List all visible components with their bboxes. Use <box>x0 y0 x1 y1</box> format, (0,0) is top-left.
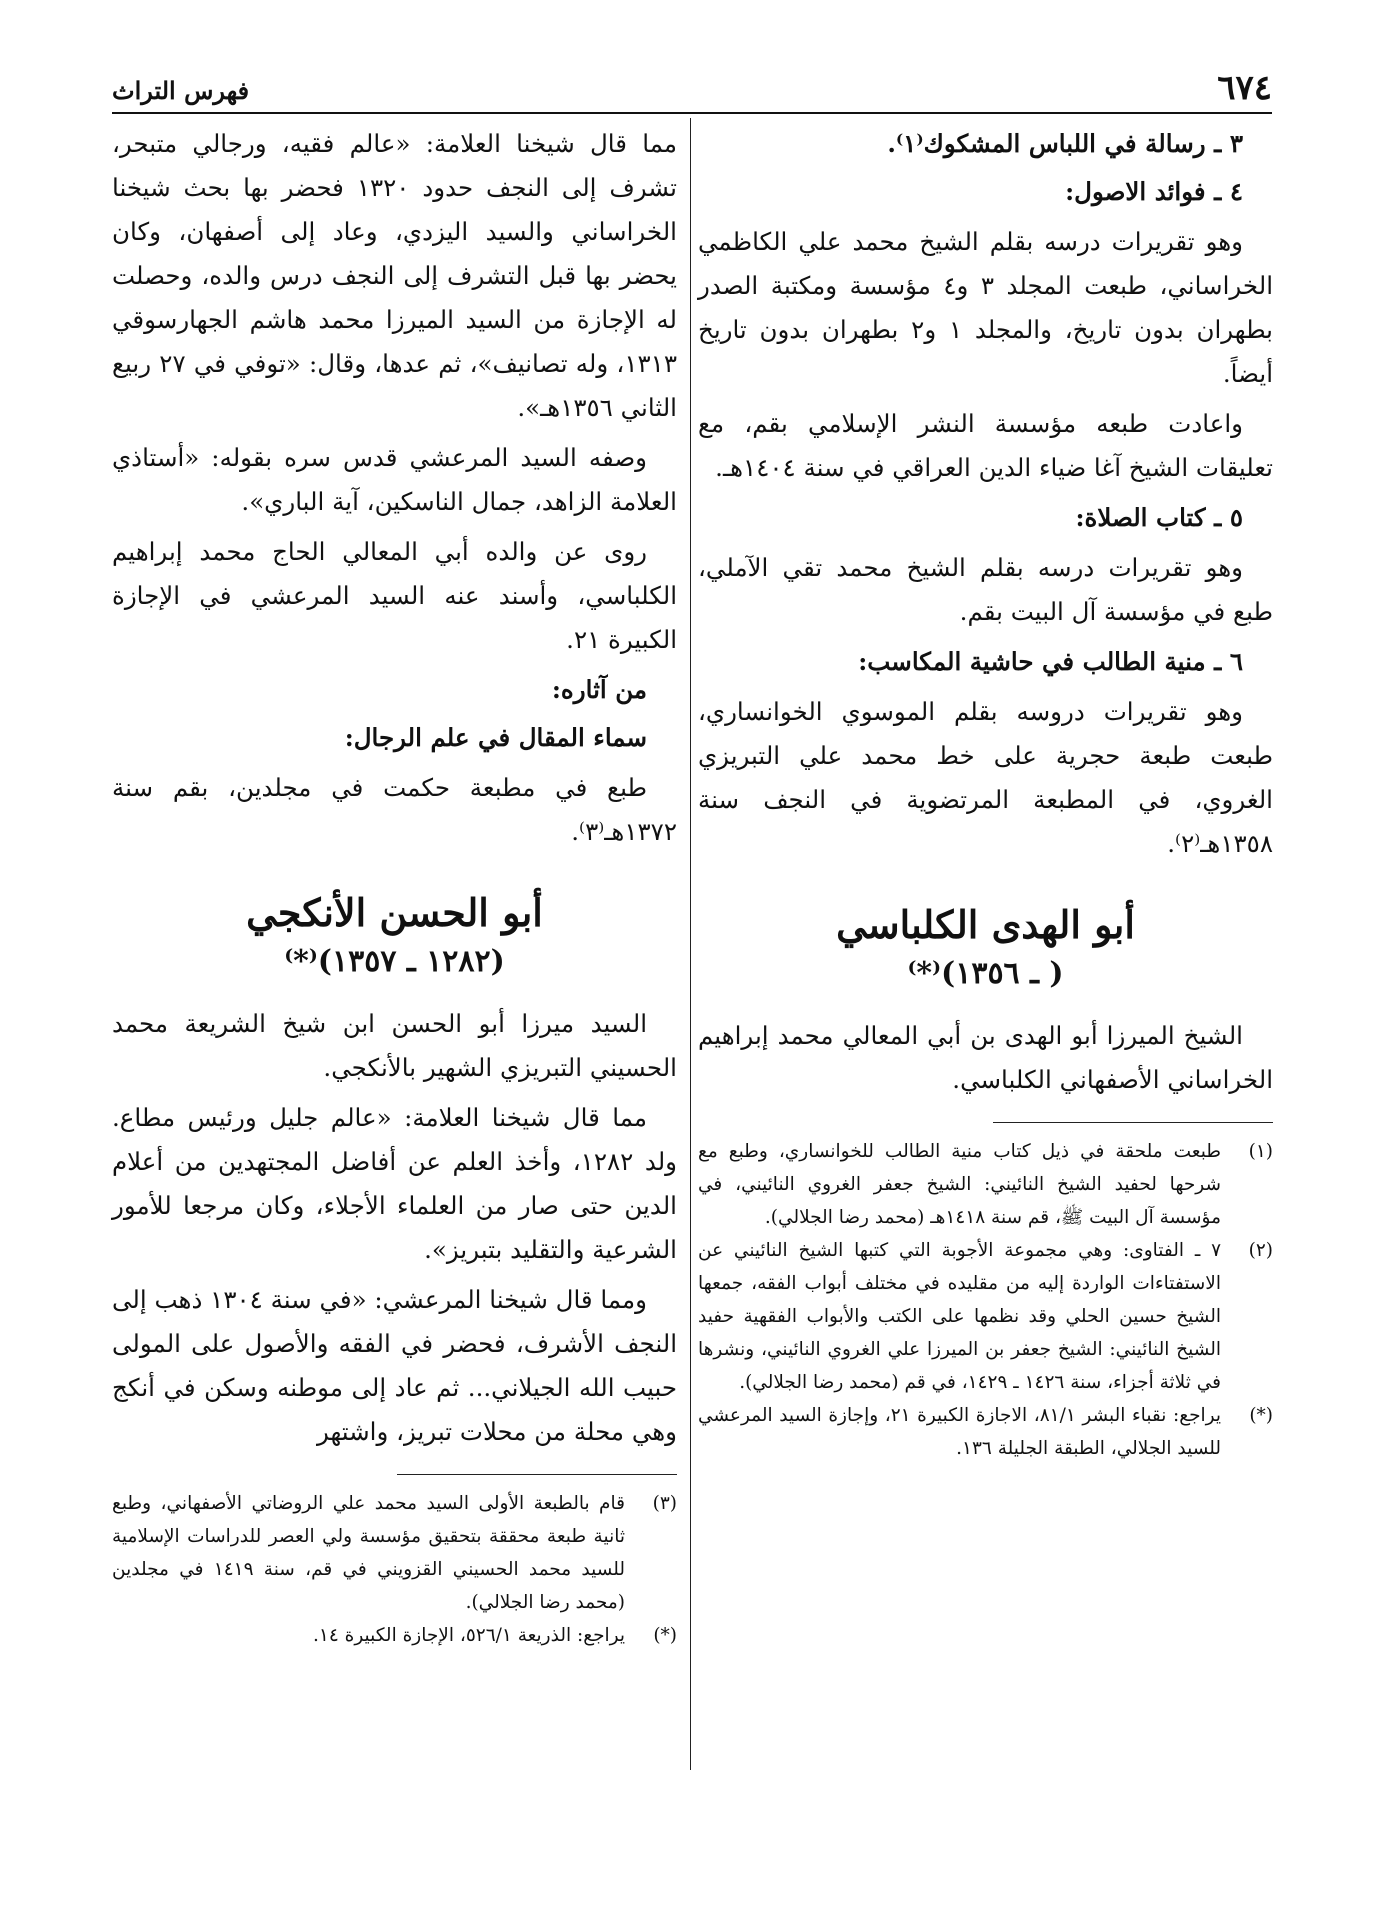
paragraph: وهو تقريرات درسه بقلم الشيخ محمد تقي الآملي، طبع في مؤسسة آل البيت بقم. <box>698 553 1273 626</box>
footnote-text: يراجع: الذريعة ٥٢٦/١، الإجازة الكبيرة ١٤. <box>313 1625 625 1646</box>
footnote <box>698 1234 1273 1399</box>
section-heading: ٣ ـ رسالة في اللباس المشكوك⁽١⁾. <box>887 129 1243 158</box>
paragraph: مما قال شيخنا العلامة: «عالم فقيه، ورجالي متبحر، تشرف إلى النجف حدود ١٣٢٠ فحضر بها بحث شيخنا الخراساني والسيد اليزدي، وعاد إلى أصفهان، وكان يحضر بها قبل التشرف إلى النجف درس والده، وحصلت له الإجازة من السيد الميرزا محمد هاشم الجهارسوقي ١٣١٣، وله تصانيف»، ثم عدها، وقال: «توفي في ٢٧ ربيع الثاني ١٣٥٦هـ». <box>112 129 677 422</box>
biography-title: أبو الحسن الأنكجي <box>246 890 543 935</box>
section-heading: ٤ ـ فوائد الاصول: <box>1065 177 1243 206</box>
biography-years: (١٢٨٢ ـ ١٣٥٧)⁽*⁾ <box>284 944 505 979</box>
footnote-text: يراجع: نقباء البشر ٨١/١، الاجازة الكبيرة ٢١، وإجازة السيد المرعشي للسيد الجلالي، الطبقة الجليلة ١٣٦. <box>698 1405 1221 1459</box>
section-heading: من آثاره: <box>551 675 647 704</box>
footnote-marker: (٣) <box>652 1493 677 1514</box>
paragraph: وهو تقريرات درسه بقلم الشيخ محمد علي الكاظمي الخراساني، طبعت المجلد ٣ و٤ مؤسسة ومكتبة الصدر بطهران بدون تاريخ، والمجلد ١ و٢ بطهران بدون تاريخ أيضاً. <box>698 227 1273 388</box>
footnote <box>698 1399 1273 1465</box>
section-heading: ٥ ـ كتاب الصلاة: <box>1075 503 1243 532</box>
footnote-marker: (١) <box>1248 1141 1273 1162</box>
footnote-marker: (*) <box>653 1625 677 1646</box>
paragraph: وصفه السيد المرعشي قدس سره بقوله: «أستاذي العلامة الزاهد، جمال الناسكين، آية الباري». <box>112 443 677 516</box>
column-divider <box>690 118 691 1770</box>
paragraph: روى عن والده أبي المعالي الحاج محمد إبراهيم الكلباسي، وأسند عنه السيد المرعشي في الإجازة الكبيرة ٢١. <box>112 537 677 654</box>
section-heading: ٦ ـ منية الطالب في حاشية المكاسب: <box>858 647 1243 676</box>
biography-text: السيد ميرزا أبو الحسن ابن شيخ الشريعة محمد الحسيني التبريزي الشهير بالأنكجي. <box>112 1009 677 1082</box>
page-header <box>112 68 1272 118</box>
biography-text: الشيخ الميرزا أبو الهدى بن أبي المعالي محمد إبراهيم الخراساني الأصفهاني الكلباسي. <box>698 1021 1273 1094</box>
footnote-text: ٧ ـ الفتاوى: وهي مجموعة الأجوبة التي كتبها الشيخ النائيني عن الاستفتاءات الواردة إليه من مقليده في مختلف أبواب الفقه، جمعها الشيخ حسين الحلي وقد نظمها على الكتب والأبواب الفقهية حفيد الشيخ النائيني: الشيخ جعفر بن الميرزا علي الغروي النائيني، ونشرها في ثلاثة أجزاء، سنة ١٤٢٦ ـ ١٤٢٩، في قم (محمد رضا الجلالي). <box>698 1240 1221 1393</box>
section-heading: سماء المقال في علم الرجال: <box>344 723 647 752</box>
footnote-rule <box>397 1474 677 1475</box>
paragraph: واعادت طبعه مؤسسة النشر الإسلامي بقم، مع تعليقات الشيخ آغا ضياء الدين العراقي في سنة ١٤٠٤هـ. <box>698 409 1273 482</box>
footnote-rule <box>993 1122 1273 1123</box>
footnote-marker: (٢) <box>1248 1240 1273 1261</box>
biography-years: ( ـ ١٣٥٦)⁽*⁾ <box>907 956 1064 991</box>
paragraph: طبع في مطبعة حكمت في مجلدين، بقم سنة ١٣٧٢هـ⁽٣⁾. <box>112 773 677 846</box>
footnote-text: قام بالطبعة الأولى السيد محمد علي الروضاتي الأصفهاني، وطبع ثانية طبعة محققة بتحقيق مؤسسة ولي العصر للدراسات الإسلامية للسيد محمد الحسيني القزويني في قم، سنة ١٤١٩ في مجلدين (محمد رضا الجلالي). <box>112 1493 625 1613</box>
footnote <box>698 1135 1273 1234</box>
paragraph: وهو تقريرات دروسه بقلم الموسوي الخوانساري، طبعت طبعة حجرية على خط محمد علي التبريزي الغروي، في المطبعة المرتضوية في النجف سنة ١٣٥٨هـ⁽٢⁾. <box>698 697 1273 858</box>
biography-text: ومما قال شيخنا المرعشي: «في سنة ١٣٠٤ ذهب إلى النجف الأشرف، فحضر في الفقه والأصول على المولى حبيب الله الجيلاني... ثم عاد إلى موطنه وسكن في أنكج وهي محلة من محلات تبريز، واشتهر <box>112 1285 677 1446</box>
biography-text: مما قال شيخنا العلامة: «عالم جليل ورئيس مطاع. ولد ١٢٨٢، وأخذ العلم عن أفاضل المجتهدين من أعلام الدين حتى صار من العلماء الأجلاء، وكان مرجعا للأمور الشرعية والتقليد بتبريز». <box>112 1103 678 1264</box>
biography-title: أبو الهدى الكلباسي <box>836 902 1135 947</box>
footnote-text: طبعت ملحقة في ذيل كتاب منية الطالب للخوانساري، وطبع مع شرحها لحفيد الشيخ النائيني: الشيخ جعفر الغروي النائيني، في مؤسسة آل البيت ﷺ، قم سنة ١٤١٨هـ (محمد رضا الجلالي). <box>698 1141 1221 1228</box>
page-number: ٦٧٤ <box>1217 68 1272 108</box>
footnote-marker: (*) <box>1249 1405 1273 1426</box>
left-column <box>112 122 677 1652</box>
footnote <box>112 1487 677 1619</box>
running-title: فهرس التراث <box>112 76 250 105</box>
footnote <box>112 1619 677 1652</box>
header-rule <box>112 112 1272 114</box>
right-column <box>698 122 1273 1465</box>
